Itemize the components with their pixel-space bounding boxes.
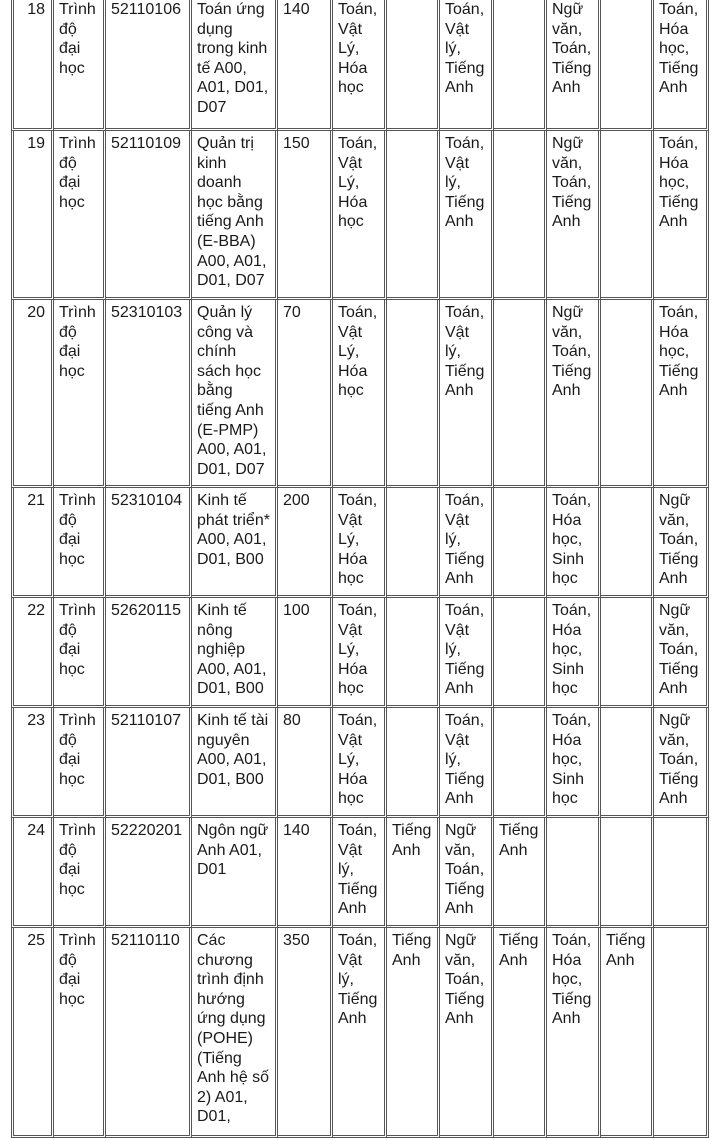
cell-program: Quản trị kinh doanh học bằng tiếng Anh (E-BBA) A00, A01, D01, D07: [192, 131, 278, 300]
cell-level: Trình độ đại học: [54, 598, 106, 708]
cell-quota: 140: [278, 818, 333, 928]
cell-weight-3: [601, 708, 654, 818]
cell-weight-3: Tiếng Anh: [601, 928, 654, 1138]
cell-weight-2: [494, 300, 547, 488]
table-row: [11, 928, 709, 1138]
cell-combo-2: Toán, Vật lý, Tiếng Anh: [440, 488, 494, 598]
cell-quota: 70: [278, 300, 333, 488]
cell-combo-1: Toán, Vật Lý, Hóa học: [333, 131, 387, 300]
table-row: [11, 488, 709, 598]
cell-combo-2: Ngữ văn, Toán, Tiếng Anh: [440, 928, 494, 1138]
cell-weight-2: [494, 0, 547, 131]
cell-weight-3: [601, 818, 654, 928]
cell-weight-1: [387, 708, 440, 818]
cell-combo-2: Toán, Vật lý, Tiếng Anh: [440, 708, 494, 818]
cell-combo-3: Toán, Hóa học, Sinh học: [547, 488, 601, 598]
cell-quota: 100: [278, 598, 333, 708]
cell-level: Trình độ đại học: [54, 928, 106, 1138]
cell-combo-3: Toán, Hóa học, Sinh học: [547, 598, 601, 708]
cell-combo-2: Toán, Vật lý, Tiếng Anh: [440, 131, 494, 300]
admission-table-container: [11, 0, 709, 1138]
cell-quota: 350: [278, 928, 333, 1138]
cell-level: Trình độ đại học: [54, 131, 106, 300]
cell-combo-4: Toán, Hóa học, Tiếng Anh: [654, 131, 709, 300]
cell-weight-3: [601, 488, 654, 598]
cell-program: Kinh tế tài nguyên A00, A01, D01, B00: [192, 708, 278, 818]
cell-combo-2: Toán, Vật lý, Tiếng Anh: [440, 0, 494, 131]
cell-combo-2: Ngữ văn, Toán, Tiếng Anh: [440, 818, 494, 928]
cell-weight-1: [387, 488, 440, 598]
cell-combo-1: Toán, Vật Lý, Hóa học: [333, 0, 387, 131]
cell-program: Kinh tế nông nghiệp A00, A01, D01, B00: [192, 598, 278, 708]
cell-combo-2: Toán, Vật lý, Tiếng Anh: [440, 598, 494, 708]
cell-combo-4: Toán, Hóa học, Tiếng Anh: [654, 300, 709, 488]
cell-program: Toán ứng dụng trong kinh tế A00, A01, D01, D07: [192, 0, 278, 131]
cell-weight-3: [601, 300, 654, 488]
table-row: [11, 708, 709, 818]
cell-code: 52620115: [106, 598, 192, 708]
cell-level: Trình độ đại học: [54, 818, 106, 928]
cell-program: Kinh tế phát triển* A00, A01, D01, B00: [192, 488, 278, 598]
cell-weight-2: [494, 488, 547, 598]
cell-stt: 24: [11, 818, 54, 928]
cell-weight-3: [601, 598, 654, 708]
admission-table: [11, 0, 709, 1138]
cell-combo-2: Toán, Vật lý, Tiếng Anh: [440, 300, 494, 488]
cell-code: 52110109: [106, 131, 192, 300]
cell-level: Trình độ đại học: [54, 300, 106, 488]
cell-level: Trình độ đại học: [54, 488, 106, 598]
cell-quota: 150: [278, 131, 333, 300]
cell-program: Quản lý công và chính sách học bằng tiếng Anh (E-PMP) A00, A01, D01, D07: [192, 300, 278, 488]
cell-combo-1: Toán, Vật Lý, Hóa học: [333, 488, 387, 598]
table-row: [11, 598, 709, 708]
cell-quota: 200: [278, 488, 333, 598]
table-row: [11, 0, 709, 131]
cell-weight-2: [494, 131, 547, 300]
cell-weight-1: Tiếng Anh: [387, 928, 440, 1138]
cell-combo-1: Toán, Vật Lý, Hóa học: [333, 598, 387, 708]
cell-code: 52220201: [106, 818, 192, 928]
cell-combo-3: Ngữ văn, Toán, Tiếng Anh: [547, 131, 601, 300]
cell-stt: 20: [11, 300, 54, 488]
cell-weight-1: [387, 300, 440, 488]
cell-weight-3: [601, 0, 654, 131]
cell-code: 52310104: [106, 488, 192, 598]
cell-weight-1: [387, 131, 440, 300]
cell-combo-3: Toán, Hóa học, Tiếng Anh: [547, 928, 601, 1138]
cell-combo-1: Toán, Vật lý, Tiếng Anh: [333, 818, 387, 928]
cell-code: 52110110: [106, 928, 192, 1138]
cell-program: Ngôn ngữ Anh A01, D01: [192, 818, 278, 928]
cell-combo-1: Toán, Vật Lý, Hóa học: [333, 300, 387, 488]
cell-stt: 19: [11, 131, 54, 300]
cell-stt: 25: [11, 928, 54, 1138]
cell-combo-4: Ngữ văn, Toán, Tiếng Anh: [654, 598, 709, 708]
cell-weight-1: Tiếng Anh: [387, 818, 440, 928]
cell-combo-1: Toán, Vật lý, Tiếng Anh: [333, 928, 387, 1138]
cell-combo-3: [547, 818, 601, 928]
cell-stt: 23: [11, 708, 54, 818]
table-body: [11, 0, 709, 1138]
cell-combo-3: Ngữ văn, Toán, Tiếng Anh: [547, 0, 601, 131]
cell-code: 52110106: [106, 0, 192, 131]
table-row: [11, 300, 709, 488]
cell-stt: 21: [11, 488, 54, 598]
cell-weight-2: Tiếng Anh: [494, 928, 547, 1138]
cell-combo-4: [654, 928, 709, 1138]
cell-combo-3: Toán, Hóa học, Sinh học: [547, 708, 601, 818]
cell-level: Trình độ đại học: [54, 0, 106, 131]
table-row: [11, 818, 709, 928]
cell-weight-2: [494, 598, 547, 708]
cell-code: 52110107: [106, 708, 192, 818]
cell-weight-2: Tiếng Anh: [494, 818, 547, 928]
cell-quota: 80: [278, 708, 333, 818]
cell-combo-4: [654, 818, 709, 928]
cell-program: Các chương trình định hướng ứng dụng (POHE) (Tiếng Anh hệ số 2) A01, D01,: [192, 928, 278, 1138]
cell-combo-1: Toán, Vật Lý, Hóa học: [333, 708, 387, 818]
cell-stt: 18: [11, 0, 54, 131]
cell-weight-1: [387, 598, 440, 708]
cell-stt: 22: [11, 598, 54, 708]
cell-weight-2: [494, 708, 547, 818]
cell-combo-4: Toán, Hóa học, Tiếng Anh: [654, 0, 709, 131]
cell-quota: 140: [278, 0, 333, 131]
cell-combo-4: Ngữ văn, Toán, Tiếng Anh: [654, 488, 709, 598]
cell-weight-3: [601, 131, 654, 300]
cell-combo-3: Ngữ văn, Toán, Tiếng Anh: [547, 300, 601, 488]
cell-level: Trình độ đại học: [54, 708, 106, 818]
cell-combo-4: Ngữ văn, Toán, Tiếng Anh: [654, 708, 709, 818]
table-row: [11, 131, 709, 300]
cell-code: 52310103: [106, 300, 192, 488]
cell-weight-1: [387, 0, 440, 131]
